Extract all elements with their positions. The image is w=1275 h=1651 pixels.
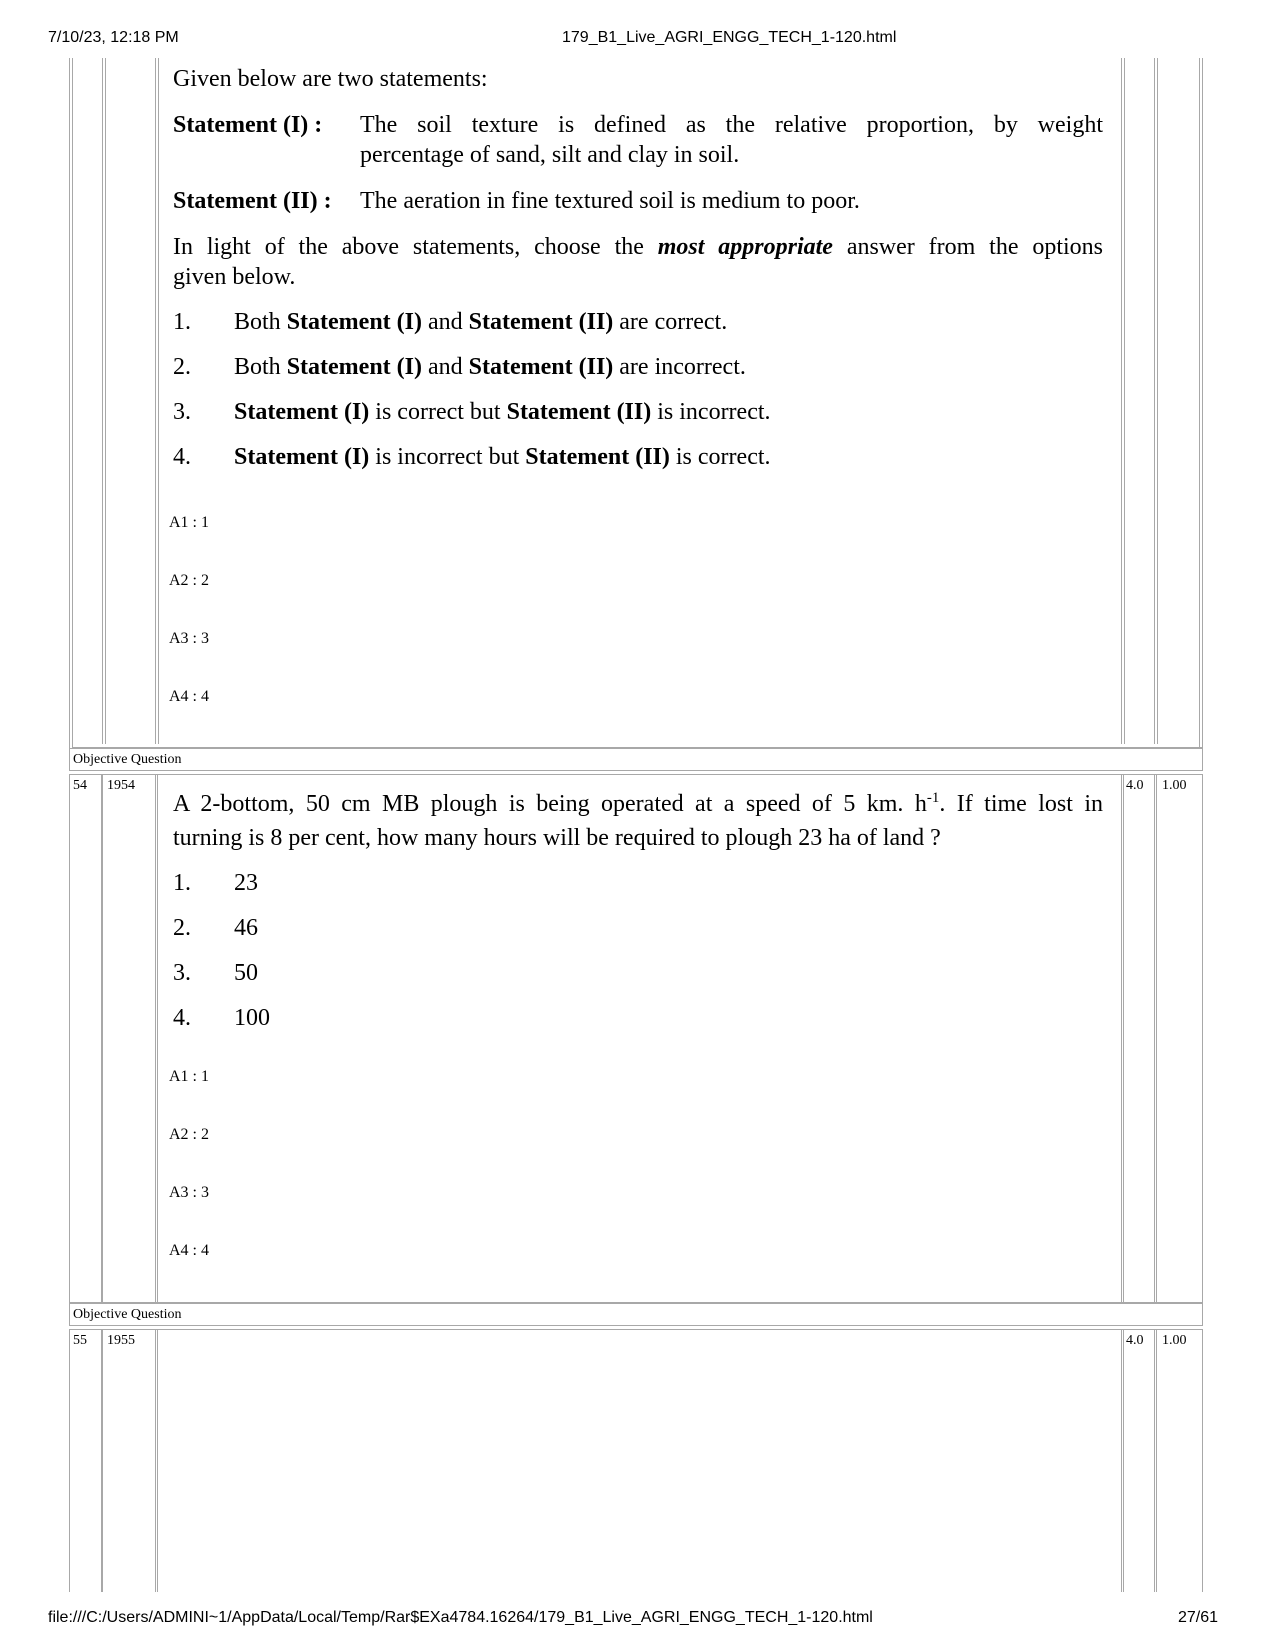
q54-option-4: 4. 100	[173, 1005, 270, 1031]
superscript: -1	[926, 790, 940, 806]
q53-answer: A4 : 4	[169, 688, 209, 705]
instruction-line: In light of the above statements, choose the most appropriate answer from the options	[173, 234, 1104, 260]
serial-number: 55	[73, 1333, 87, 1348]
table-border	[105, 58, 106, 744]
table-border	[155, 58, 156, 744]
serial-cell	[69, 1329, 102, 1629]
statement-2-text: The aeration in fine textured soil is medium to poor.	[360, 188, 860, 214]
question-line: A 2-bottom, 50 cm MB plough is being operated at a speed of 5 km. $h^{-1}$. If time lost in	[173, 790, 1104, 817]
serial-number: 54	[73, 778, 87, 793]
q53-option-2: 2. Both Statement (I) and Statement (II) are incorrect.	[173, 354, 746, 380]
table-border	[1202, 58, 1203, 748]
q53-answer: A2 : 2	[169, 572, 209, 589]
statement-1-text	[360, 110, 1103, 170]
print-title: 179_B1_Live_AGRI_ENGG_TECH_1-120.html	[562, 29, 897, 46]
table-border	[1124, 58, 1125, 744]
table-border	[1154, 58, 1155, 744]
q54-answer: A2 : 2	[169, 1126, 209, 1143]
table-border	[102, 58, 103, 744]
instruction-emphasis: most appropriate	[657, 234, 833, 260]
question-id-cell	[102, 774, 158, 1303]
question-id: 1955	[107, 1333, 135, 1348]
negative-marks: 1.00	[1162, 1333, 1187, 1348]
question-53-text	[173, 64, 1103, 472]
marks: 4.0	[1126, 778, 1144, 793]
table-border	[1121, 58, 1122, 744]
q53-statement-2	[173, 186, 1103, 216]
question-line: turning is 8 per cent, how many hours will be required to plough 23 ha of land ?	[173, 825, 941, 851]
negative-marks-cell	[1154, 1329, 1203, 1629]
table-border	[1199, 58, 1200, 748]
q54-option-1: 1. 23	[173, 870, 258, 896]
q53-option-1: 1. Both Statement (I) and Statement (II) are correct.	[173, 309, 728, 335]
q54-answer: A1 : 1	[169, 1068, 209, 1085]
marks-cell	[1121, 1329, 1157, 1629]
question-type-row	[69, 1303, 1203, 1326]
statement-1-line: percentage of sand, silt and clay in soil.	[360, 142, 740, 168]
q53-answer: A1 : 1	[169, 514, 209, 531]
q53-answer: A3 : 3	[169, 630, 209, 647]
negative-marks: 1.00	[1162, 778, 1187, 793]
q53-option-4: 4. Statement (I) is incorrect but Statement (II) is correct.	[173, 444, 771, 470]
q53-option-3: 3. Statement (I) is correct but Statement (II) is incorrect.	[173, 399, 771, 425]
serial-cell	[69, 774, 102, 1303]
q53-statement-1	[173, 110, 1103, 170]
question-54-text	[173, 789, 1103, 1034]
print-datetime: 7/10/23, 12:18 PM	[48, 29, 179, 46]
print-file-path: file:///C:/Users/ADMINI~1/AppData/Local/Temp/Rar$EXa4784.16264/179_B1_Live_AGRI_ENGG_TECH_1-120.html	[48, 1609, 873, 1626]
question-type-label: Objective Question	[73, 1307, 182, 1322]
table-border	[158, 58, 159, 744]
question-id-cell	[102, 1329, 158, 1629]
q54-answer: A4 : 4	[169, 1242, 209, 1259]
statement-2-label: Statement (II) :	[173, 188, 332, 214]
table-border	[1157, 58, 1158, 744]
q54-answer: A3 : 3	[169, 1184, 209, 1201]
marks: 4.0	[1126, 1333, 1144, 1348]
question-id: 1954	[107, 778, 135, 793]
question-body-cell	[155, 1329, 1124, 1629]
q54-option-2: 2. 46	[173, 915, 258, 941]
table-border	[69, 58, 70, 748]
q54-option-3: 3. 50	[173, 960, 258, 986]
q53-instruction	[173, 232, 1103, 292]
question-type-row	[69, 748, 1203, 771]
question-type-label: Objective Question	[73, 752, 182, 767]
q53-intro: Given below are two statements:	[173, 66, 488, 92]
instruction-line: given below.	[173, 264, 296, 290]
page-number: 27/61	[1178, 1609, 1219, 1626]
table-border	[72, 58, 73, 748]
statement-1-line: The soil texture is defined as the relative proportion, by weight	[360, 112, 1103, 138]
negative-marks-cell	[1154, 774, 1203, 1303]
marks-cell	[1121, 774, 1157, 1303]
statement-1-label: Statement (I) :	[173, 112, 323, 138]
